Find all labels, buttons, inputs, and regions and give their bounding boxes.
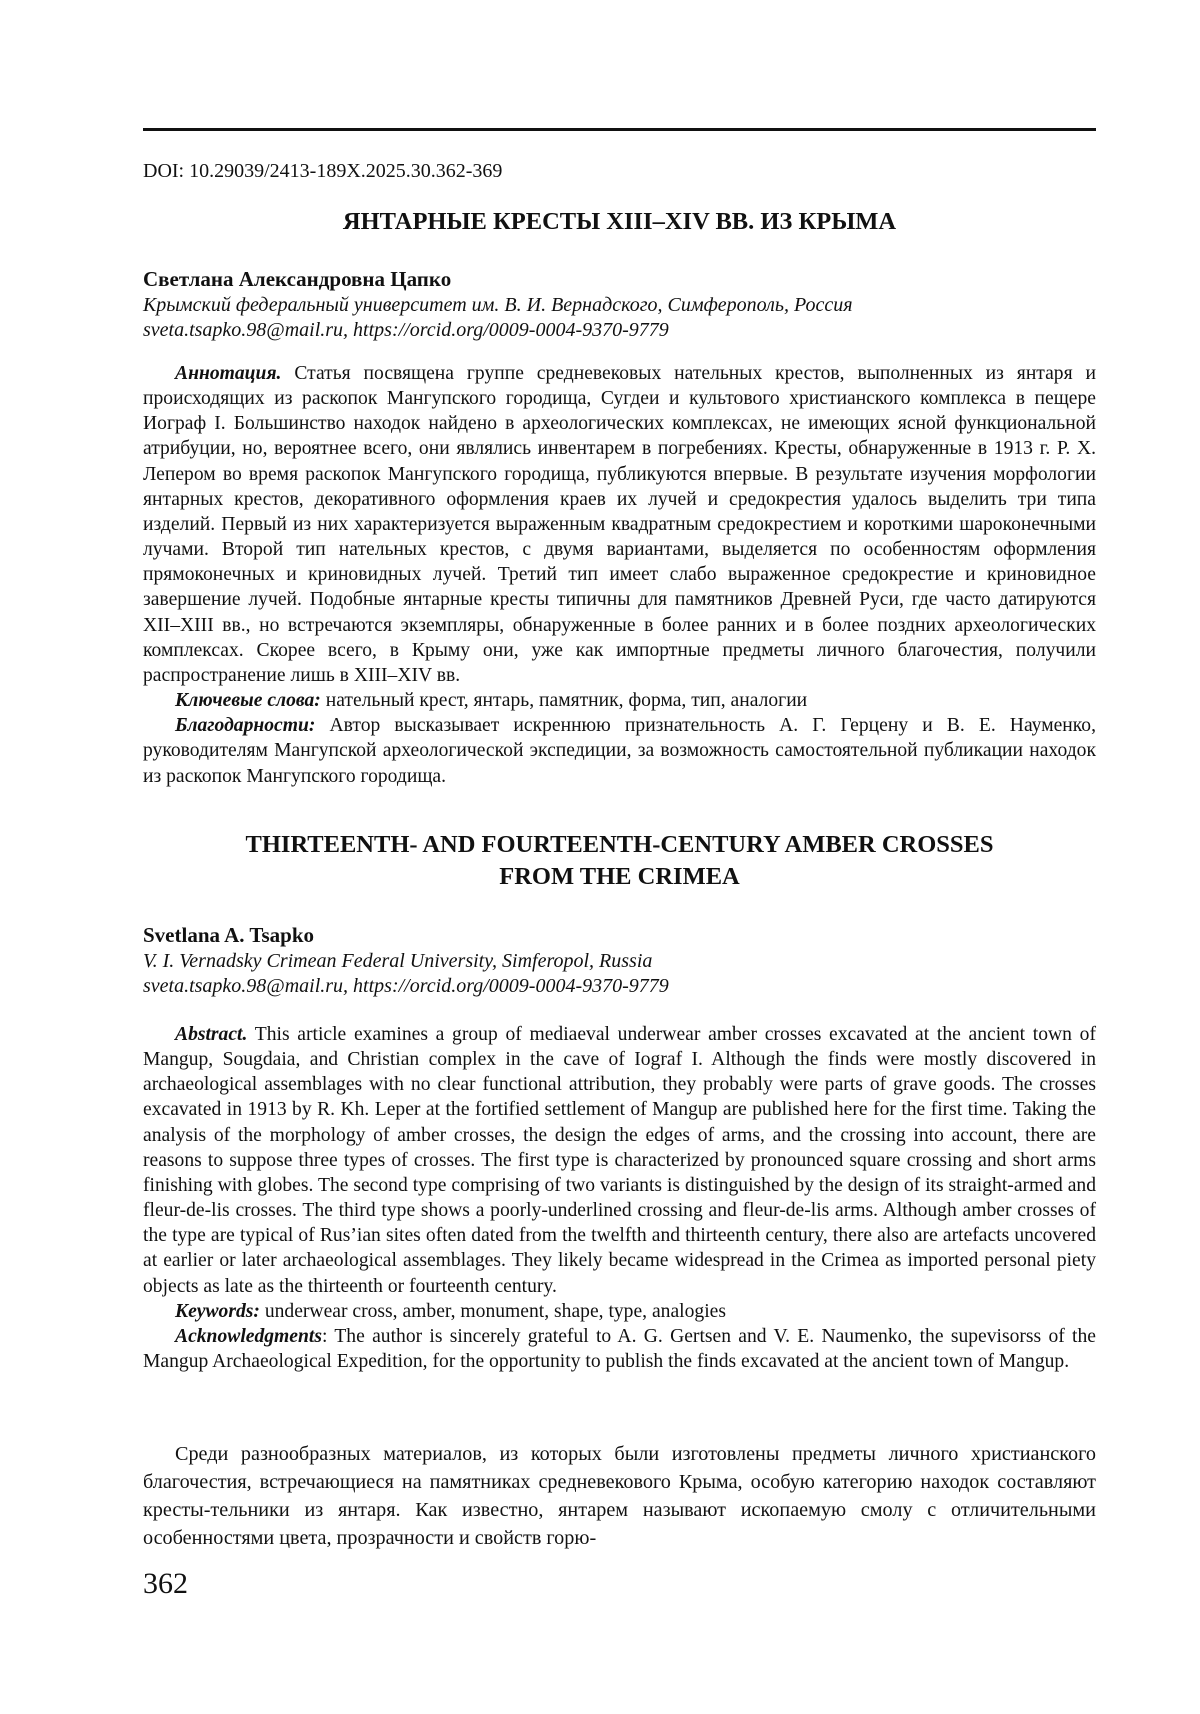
keywords-ru — [143, 688, 1096, 713]
abstract-label-ru: Аннотация. — [175, 363, 282, 384]
author-block-en — [143, 921, 1096, 999]
body-text — [143, 1440, 1096, 1552]
journal-page — [143, 0, 1096, 1714]
abstract-label-en: Abstract. — [175, 1024, 248, 1045]
article-title-en-line2: FROM THE CRIMEA — [499, 863, 740, 890]
doi-line: DOI: 10.29039/2413-189X.2025.30.362-369 — [143, 160, 503, 182]
acknowledgments-label-en: Acknowledgments — [175, 1325, 322, 1347]
abstract-text-ru: Статья посвящена группе средневековых нательных крестов, выполненных из янтаря и происходящих из раскопок Мангупского городища, Сугдеи и культового христианского комплекса в пещере Иограф I. Большинство находок найдено в археологических комплексах, не имеющих ясной функциональной атрибуции, но, вероятнее всего, они являлись инвентарем в погребениях. Кресты, обнаруженные в 1913 г. Р. Х. Лепером во время раскопок Мангупского городища, публикуются впервые. В результате изучения морфологии янтарных крестов, декоративного оформления краев их лучей и средокрестия удалось выделить три типа изделий. Первый из них характеризуется выраженным квадратным средокрестием и короткими шароконечными лучами. Второй тип нательных крестов, с двумя вариантами, выделяется по особенностям оформления прямоконечных и криновидных лучей. Третий тип имеет слабо выраженное средокрестие и криновидное завершение лучей. Подобные янтарные кресты типичны для памятников Древней Руси, где часто датируются XII–XIII вв., но встречаются экземпляры, обнаруженные в более ранних и в более поздних археологических комплексах. Скорее всего, в Крыму они, уже как импортные предметы личного благочестия, получили распространение лишь в XIII–XIV вв. — [143, 363, 1096, 686]
author-contacts-en: sveta.tsapko.98@mail.ru, https://orcid.org/0009-0004-9370-9779 — [143, 975, 669, 997]
abstract-en — [143, 1022, 1096, 1299]
author-affiliation-ru: Крымский федеральный университет им. В. И. Вернадского, Симферополь, Россия — [143, 294, 853, 316]
abstract-ru — [143, 361, 1096, 688]
keywords-text-en: underwear cross, amber, monument, shape, type, analogies — [264, 1300, 726, 1322]
article-title-en-line1: THIRTEENTH- AND FOURTEENTH-CENTURY AMBER CROSSES — [245, 831, 994, 858]
acknowledgments-text-ru: Автор высказывает искреннюю признательность А. Г. Герцену и В. Е. Науменко, руководителям Мангупской археологической экспедиции, за возможность самостоятельной публикации находок из раскопок Мангупского городища. — [143, 715, 1096, 787]
author-name-ru: Светлана Александровна Цапко — [143, 267, 452, 291]
abstract-block-ru — [143, 361, 1096, 789]
page-number: 362 — [143, 1567, 188, 1600]
abstract-text-en: This article examines a group of mediaeval underwear amber crosses excavated at the ancient town of Mangup, Sougdaia, and Christian complex in the cave of Iograf I. Although the finds were mostly discovered in archaeological assemblages with no clear functional attribution, they probably were parts of grave goods. The crosses excavated in 1913 by R. Kh. Leper at the fortified settlement of Mangup are published here for the first time. Taking the analysis of the morphology of amber crosses, the design the edges of arms, and the crossing into account, there are reasons to suppose three types of crosses. The first type is characterized by pronounced square crossing and short arms finishing with globes. The second type comprising of two variants is distinguished by the design of its straight-armed and fleur-de-lis crosses. The third type shows a poorly-underlined crossing and fleur-de-lis arms. Although amber crosses of the type are typical of Rus’ian sites often dated from the twelfth and thirteenth century, there also are artefacts uncovered at earlier or later archaeological assemblages. They likely became widespread in the Crimea as imported personal piety objects as late as the thirteenth or fourteenth century. — [143, 1024, 1096, 1297]
author-name-en: Svetlana A. Tsapko — [143, 923, 314, 947]
header-rule — [143, 128, 1096, 131]
author-contacts-ru: sveta.tsapko.98@mail.ru, https://orcid.org/0009-0004-9370-9779 — [143, 319, 669, 341]
acknowledgments-label-ru: Благодарности: — [175, 715, 316, 737]
abstract-block-en — [143, 1022, 1096, 1374]
acknowledgments-text-en: : The author is sincerely grateful to A. G. Gertsen and V. E. Naumenko, the supevisorss of the Mangup Archaeological Expedition, for the opportunity to publish the finds excavated at the ancient town of Mangup. — [143, 1325, 1096, 1373]
keywords-label-en: Keywords: — [175, 1300, 260, 1322]
acknowledgments-en — [143, 1324, 1096, 1374]
keywords-text-ru: нательный крест, янтарь, памятник, форма, тип, аналогии — [325, 690, 808, 712]
acknowledgments-ru — [143, 713, 1096, 788]
article-title-en — [143, 829, 1096, 893]
body-paragraph: Среди разнообразных материалов, из которых были изготовлены предметы личного христианского благочестия, встречающиеся на памятниках средневекового Крыма, особую категорию находок составляют кресты-тельники из янтаря. Как известно, янтарем называют ископаемую смолу с отличительными особенностями цвета, прозрачности и свойств горю- — [143, 1443, 1096, 1549]
author-affiliation-en: V. I. Vernadsky Crimean Federal University, Simferopol, Russia — [143, 950, 653, 972]
article-title-ru: ЯНТАРНЫЕ КРЕСТЫ XIII–XIV ВВ. ИЗ КРЫМА — [342, 208, 897, 235]
keywords-label-ru: Ключевые слова: — [175, 690, 321, 712]
author-block-ru — [143, 265, 1096, 343]
keywords-en — [143, 1299, 1096, 1324]
